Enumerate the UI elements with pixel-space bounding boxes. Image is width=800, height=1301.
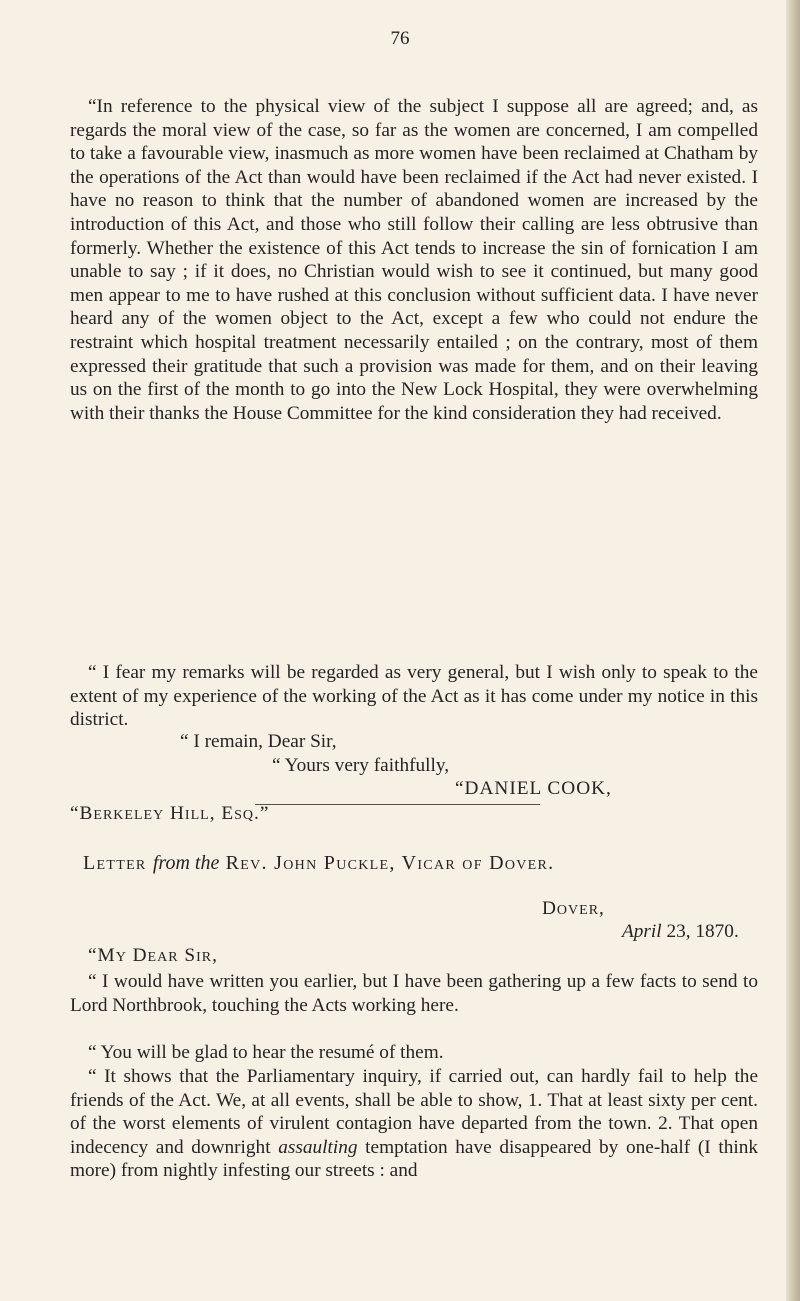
paragraph-2: “ I fear my remarks will be regarded as very general, but I wish only to speak to the extent of my experience of the working of the Act as it has come under my notice in this district. [70,662,758,731]
heading-suffix: Rev. John Puckle, Vicar of Dover. [219,852,555,874]
paragraph-5-italic: assaulting [278,1136,358,1158]
paragraph-1: “In reference to the physical view of the subject I suppose all are agreed; and, as regards the moral view of the case, so far as the women are concerned, I am compelled to take a favourable view, inasmuch as more women have been reclaimed at Chatham by the operations of the Act than would have been reclaimed if the Act had never existed. I have no reason to think that the number of abandoned women are increased by the introduction of this Act, and those who still follow their calling are less obtrusive than formerly. Whether the existence of this Act tends to increase the sin of fornication I am unable to say ; if it does, no Christian would wish to see it continued, but many good men appear to me to have rushed at this conclusion without sufficient data. I have never heard any of the women object to the Act, except a few who could not endure the restraint which hospital treatment necessarily entailed ; on the contrary, most of them expressed their gratitude that such a provision was made for them, and on their leaving us on the first of the month to go into the New Lock Hospital, they were overwhelming with their thanks the House Committee for the kind consideration they had received. [70,96,758,424]
closing-line-2: “ Yours very faithfully, [272,755,450,776]
page-edge [786,0,800,1301]
paragraph-3: “ I would have written you earlier, but I have been gathering up a few facts to send to Lord Northbrook, touching the Acts working here. [70,971,758,1016]
place: Dover, [542,898,605,919]
date [622,921,739,943]
closing-line-1: “ I remain, Dear Sir, [180,731,337,752]
paragraph-4: “ You will be glad to hear the resumé of them. [88,1042,444,1063]
paragraph-5-before: “ It shows that the Parliamentary inquiry, if carried out, can hardly fail to help the friends of the Act. We, at all events, shall be able to show, 1. That at least sixty per cent. of the worst elements of virulent contagion have departed from the town. 2. That open indecency and downright [70,1066,758,1158]
page-number: 76 [390,28,410,49]
addressee: “Berkeley Hill, Esq.” [70,803,270,824]
date-rest: 23, 1870. [661,921,739,942]
heading-prefix: Letter [83,852,153,874]
letter-heading [83,852,783,875]
paragraph-5-after: temptation have disappeared by one-half (I think more) from nightly infesting our streets : and [70,1136,758,1182]
divider-rule [255,804,540,805]
heading-italic: from the [152,852,220,874]
salutation: “My Dear Sir, [88,945,218,966]
paragraph-5 [70,1065,758,1183]
date-month: April [622,921,662,942]
signature: “DANIEL COOK, [455,778,612,799]
